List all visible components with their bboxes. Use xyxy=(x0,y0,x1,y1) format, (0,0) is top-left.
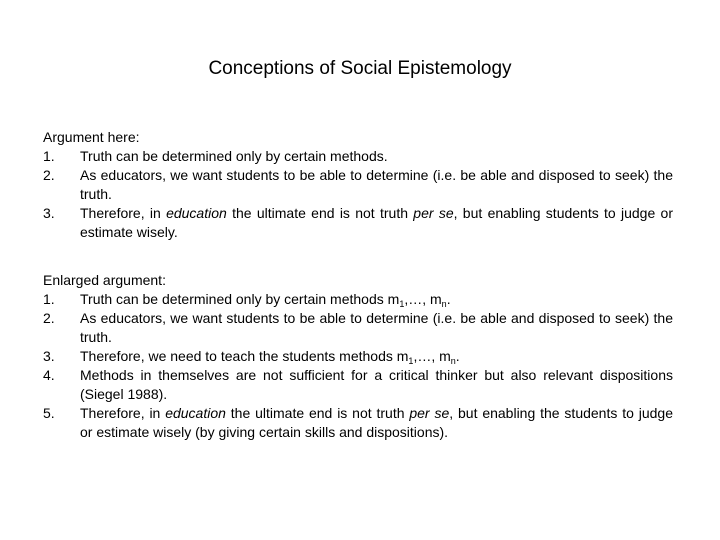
item-number: 2. xyxy=(43,310,55,326)
item-subscript: 1 xyxy=(399,299,405,309)
item-subscript: n xyxy=(450,356,456,366)
item-number: 3. xyxy=(43,348,55,364)
item-text: ,…, m xyxy=(413,348,451,364)
argument-section xyxy=(43,128,673,242)
argument-item xyxy=(43,147,673,166)
item-text: Therefore, we need to teach the students methods m xyxy=(80,348,409,364)
enlarged-argument-item xyxy=(43,366,673,404)
item-text: Methods in themselves are not sufficient for a critical thinker but also relevant dispositions (Siegel 1988). xyxy=(80,367,673,402)
item-text: . xyxy=(446,291,451,307)
item-emphasis: per se xyxy=(409,405,450,421)
item-number: 2. xyxy=(43,167,55,183)
item-number: 3. xyxy=(43,205,55,221)
enlarged-argument-item xyxy=(43,404,673,442)
item-text: , but enabling students to judge or estimate wisely. xyxy=(80,205,673,240)
item-emphasis: per se xyxy=(413,205,454,221)
item-text: Therefore, in xyxy=(80,405,166,421)
item-text: . xyxy=(455,348,460,364)
item-number: 1. xyxy=(43,148,55,164)
item-subscript: 1 xyxy=(408,356,414,366)
enlarged-argument-item xyxy=(43,290,673,309)
item-text: ,…, m xyxy=(404,291,442,307)
item-text: As educators, we want students to be able to determine (i.e. be able and disposed to seek) the truth. xyxy=(80,310,673,345)
argument-item xyxy=(43,166,673,204)
item-text: , but enabling the students to judge or estimate wisely (by giving certain skills and dispositions). xyxy=(80,405,673,440)
enlarged-argument-heading: Enlarged argument: xyxy=(43,272,166,288)
argument-item xyxy=(43,204,673,242)
item-text: Truth can be determined only by certain methods m xyxy=(80,291,400,307)
item-number: 1. xyxy=(43,291,55,307)
item-number: 4. xyxy=(43,367,55,383)
item-text: Truth can be determined only by certain methods. xyxy=(80,148,388,164)
item-emphasis: education xyxy=(165,405,226,421)
item-text: the ultimate end is not truth xyxy=(225,405,410,421)
enlarged-argument-section xyxy=(43,271,673,442)
argument-heading: Argument here: xyxy=(43,129,140,145)
item-subscript: n xyxy=(441,299,447,309)
item-number: 5. xyxy=(43,405,55,421)
enlarged-argument-item xyxy=(43,309,673,347)
slide-title: Conceptions of Social Epistemology xyxy=(208,58,512,79)
item-text: the ultimate end is not truth xyxy=(226,205,414,221)
enlarged-argument-item xyxy=(43,347,673,366)
item-text: Therefore, in xyxy=(80,205,167,221)
item-emphasis: education xyxy=(166,205,227,221)
item-text: As educators, we want students to be able to determine (i.e. be able and disposed to seek) the truth. xyxy=(80,167,673,202)
